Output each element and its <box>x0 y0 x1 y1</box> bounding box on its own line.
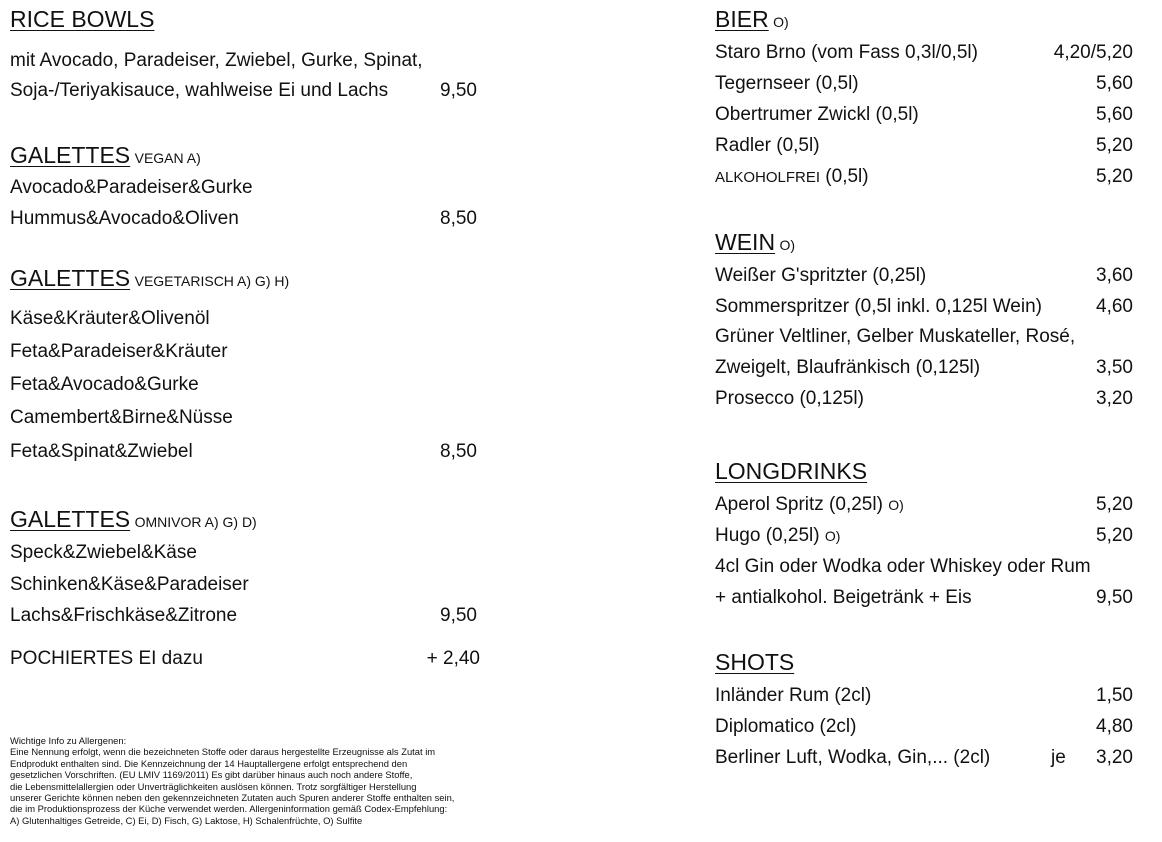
section-heading-bier <box>715 6 789 33</box>
allergen-note-line: gesetzlichen Vorschriften. (EU LMIV 1169/2011) Es gibt darüber hinaus auch noch andere Stoffe, <box>10 769 413 781</box>
allergen-tag-aperol: O) <box>888 497 904 513</box>
shot-item-1-price: 1,50 <box>1096 685 1133 706</box>
section-title-galettes-vegetarisch: GALETTES <box>10 265 131 291</box>
allergen-note-line: Eine Nennung erfolgt, wenn die bezeichneten Stoffe oder daraus hergestellte Erzeugnisse als Zutat im <box>10 746 436 758</box>
allergen-tag-vegan: VEGAN A) <box>134 150 201 166</box>
menu-item-vegetarisch-5: Feta&Spinat&Zwiebel <box>10 441 193 462</box>
extra-item-poached-egg: POCHIERTES EI dazu <box>10 648 203 669</box>
longdrink-item-1-price: 5,20 <box>1096 494 1133 515</box>
allergen-note-line: Wichtige Info zu Allergenen: <box>10 735 127 746</box>
allergen-tag-hugo: O) <box>824 528 841 544</box>
menu-item-vegetarisch-1: Käse&Kräuter&Olivenöl <box>10 308 210 329</box>
allergen-note-line: die im Produktionsprozess der Küche verwendet werden. Allergeninformation gemäß Codex-Empfehlung: <box>10 803 448 815</box>
shot-item-3-je: je <box>1051 747 1066 768</box>
bier-item-4-price: 5,20 <box>1096 135 1133 156</box>
wein-item-1-price: 3,60 <box>1096 265 1133 286</box>
shot-item-2: Diplomatico (2cl) <box>715 716 857 737</box>
menu-item-vegan-2: Hummus&Avocado&Oliven <box>10 208 239 229</box>
bier-alkoholfrei-label: ALKOHOLFREI <box>715 169 821 186</box>
section-heading-wein <box>715 229 795 256</box>
menu-item-vegetarisch-3: Feta&Avocado&Gurke <box>10 374 199 395</box>
bier-item-3: Obertrumer Zwickl (0,5l) <box>715 104 919 125</box>
wein-item-2-price: 4,60 <box>1096 296 1133 317</box>
bier-item-2-price: 5,60 <box>1096 73 1133 94</box>
section-heading-galettes-vegan <box>10 142 201 169</box>
wein-item-5: Prosecco (0,125l) <box>715 388 864 409</box>
shot-item-2-price: 4,80 <box>1096 716 1133 737</box>
longdrink-item-1 <box>715 494 904 516</box>
rice-bowls-description-line-1: mit Avocado, Paradeiser, Zwiebel, Gurke, Spinat, <box>10 50 423 71</box>
longdrink-item-2 <box>715 525 840 547</box>
longdrink-item-2-price: 5,20 <box>1096 525 1133 546</box>
bier-item-2: Tegernseer (0,5l) <box>715 73 859 94</box>
section-heading-galettes-vegetarisch <box>10 265 289 292</box>
longdrink-item-2-name: Hugo (0,25l) <box>715 525 820 546</box>
wein-item-4: Zweigelt, Blaufränkisch (0,125l) <box>715 357 981 378</box>
wein-item-5-price: 3,20 <box>1096 388 1133 409</box>
allergen-note-line: A) Glutenhaltiges Getreide, C) Ei, D) Fisch, G) Laktose, H) Schalenfrüchte, O) Sulfite <box>10 814 363 826</box>
menu-item-omnivor-3: Lachs&Frischkäse&Zitrone <box>10 605 238 626</box>
shot-item-3: Berliner Luft, Wodka, Gin,... (2cl) <box>715 747 991 768</box>
allergen-info-note <box>10 735 510 826</box>
section-heading-galettes-omnivor <box>10 506 257 533</box>
allergen-tag-omnivor: OMNIVOR A) G) D) <box>134 514 257 530</box>
menu-item-omnivor-2: Schinken&Käse&Paradeiser <box>10 574 249 595</box>
wein-item-1: Weißer G'spritzter (0,25l) <box>715 265 927 286</box>
bier-item-4: Radler (0,5l) <box>715 135 820 156</box>
allergen-tag-vegetarisch: VEGETARISCH A) G) H) <box>134 273 290 289</box>
bier-alkoholfrei-size: (0,5l) <box>820 166 869 187</box>
section-title-wein: WEIN <box>715 229 776 255</box>
bier-item-5 <box>715 166 869 188</box>
longdrink-item-4: + antialkohol. Beigetränk + Eis <box>715 587 972 608</box>
rice-bowls-price: 9,50 <box>440 80 477 101</box>
menu-item-vegan-1: Avocado&Paradeiser&Gurke <box>10 177 253 198</box>
galettes-omnivor-price: 9,50 <box>440 605 477 626</box>
allergen-tag-bier: O) <box>773 14 789 30</box>
allergen-note-line: unserer Gerichte können neben den gekennzeichneten Zutaten auch Spuren anderer Stoffe enthalten sein, <box>10 792 455 804</box>
shot-item-1: Inländer Rum (2cl) <box>715 685 872 706</box>
wein-item-3: Grüner Veltliner, Gelber Muskateller, Rosé, <box>715 326 1076 347</box>
galettes-vegetarisch-price: 8,50 <box>440 441 477 462</box>
section-title-bier: BIER <box>715 6 769 32</box>
galettes-vegan-price: 8,50 <box>440 208 477 229</box>
allergen-note-line: Endprodukt enthalten sind. Die Kennzeichnung der 14 Hauptallergene erfolgt entsprechend den <box>10 757 408 769</box>
rice-bowls-description-line-2 <box>10 80 388 102</box>
allergen-note-line: die Lebensmittelallergien oder Unverträglichkeiten auslösen können. Trotz sorgfältiger Herstellung <box>10 780 417 792</box>
section-title-galettes-vegan: GALETTES <box>10 142 131 168</box>
longdrink-item-4-price: 9,50 <box>1096 587 1133 608</box>
poached-egg-price: + 2,40 <box>426 648 480 669</box>
section-title-longdrinks: LONGDRINKS <box>715 458 868 484</box>
longdrink-item-3: 4cl Gin oder Wodka oder Whiskey oder Rum <box>715 556 1091 577</box>
bier-item-1-price: 4,20/5,20 <box>1053 42 1133 63</box>
bier-item-3-price: 5,60 <box>1096 104 1133 125</box>
menu-item-vegetarisch-4: Camembert&Birne&Nüsse <box>10 407 233 428</box>
wein-item-2: Sommerspritzer (0,5l inkl. 0,125l Wein) <box>715 296 1042 317</box>
section-title-galettes-omnivor: GALETTES <box>10 506 131 532</box>
bier-item-1: Staro Brno (vom Fass 0,3l/0,5l) <box>715 42 978 63</box>
rice-bowls-description-text: Soja-/Teriyakisauce, wahlweise Ei und Lachs <box>10 80 389 101</box>
menu-item-omnivor-1: Speck&Zwiebel&Käse <box>10 542 197 563</box>
menu-item-vegetarisch-2: Feta&Paradeiser&Kräuter <box>10 341 228 362</box>
section-title-rice-bowls: RICE BOWLS <box>10 6 155 32</box>
wein-item-4-price: 3,50 <box>1096 357 1133 378</box>
longdrink-item-1-name: Aperol Spritz (0,25l) <box>715 494 883 515</box>
shot-item-3-price: 3,20 <box>1096 747 1133 768</box>
bier-item-5-price: 5,20 <box>1096 166 1133 187</box>
allergen-tag-wein: O) <box>779 237 796 253</box>
section-title-shots: SHOTS <box>715 649 795 675</box>
